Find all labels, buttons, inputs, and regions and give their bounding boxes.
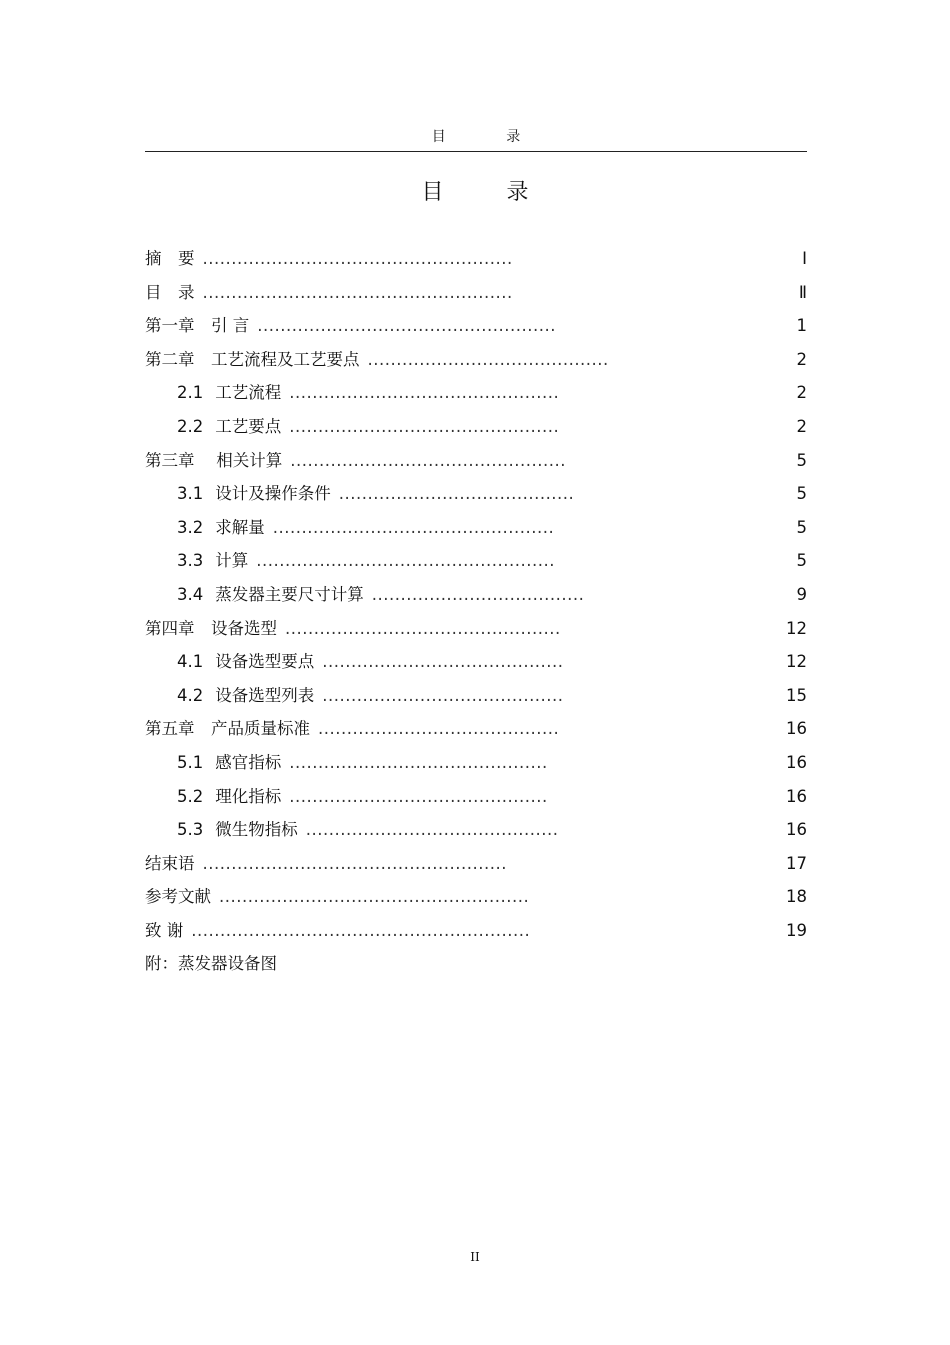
toc-entry-page: 16 [786, 752, 807, 772]
toc-dot-leader: ............................................... [289, 383, 560, 403]
toc-entry[interactable] [145, 612, 807, 646]
toc-entry-label: 第二章 工艺流程及工艺要点 [145, 349, 360, 369]
toc-entry-page: 2 [796, 349, 807, 369]
toc-entry-page: Ⅰ [802, 249, 807, 268]
toc-entry[interactable] [145, 914, 807, 948]
toc-entry-page: 1 [796, 316, 807, 336]
toc-entry[interactable] [145, 746, 807, 780]
toc-entry-page: 17 [786, 853, 807, 873]
toc-entry-page: 19 [786, 920, 807, 940]
toc-entry[interactable] [145, 343, 807, 377]
toc-entry[interactable] [145, 813, 807, 847]
toc-entry-label: 第三章 相关计算 [145, 450, 283, 470]
toc-entry[interactable] [145, 444, 807, 478]
toc-dot-leader: ................................................. [272, 517, 555, 537]
toc-entry-label: 致 谢 [145, 920, 184, 940]
toc-entry[interactable] [145, 947, 807, 981]
toc-entry-label: 第五章 产品质量标准 [145, 719, 310, 739]
toc-dot-leader: .......................................... [322, 652, 564, 672]
toc-entry-number: 3.4 [177, 584, 204, 604]
page-title [0, 175, 950, 206]
toc-entry-label: 结束语 [145, 853, 195, 873]
toc-dot-leader: ...................................................... [219, 887, 530, 907]
toc-entry-label: 微生物指标 [215, 820, 298, 840]
toc-dot-leader: ............................................. [289, 786, 548, 806]
toc-entry[interactable] [145, 712, 807, 746]
toc-entry-label: 目 录 [145, 282, 195, 302]
toc-entry-number: 5.2 [177, 786, 204, 806]
toc-entry-page: 16 [786, 820, 807, 840]
running-header [145, 124, 807, 152]
toc-entry[interactable] [145, 410, 807, 444]
toc-entry[interactable] [145, 477, 807, 511]
toc-dot-leader: ............................................ [305, 820, 559, 840]
toc-entry[interactable] [145, 847, 807, 881]
toc-entry-number: 4.2 [177, 685, 204, 705]
toc-entry[interactable] [145, 242, 807, 276]
toc-dot-leader: .......................................... [367, 349, 609, 369]
toc-dot-leader: .......................................... [318, 719, 560, 739]
toc-dot-leader: .................................................... [256, 551, 555, 571]
toc-entry-page: 5 [796, 450, 807, 470]
toc-entry[interactable] [145, 511, 807, 545]
toc-entry-number: 2.1 [177, 383, 204, 403]
toc-entry-label: 设备选型列表 [215, 685, 315, 705]
toc-entry-number: 3.3 [177, 551, 204, 571]
toc-entry-number: 5.3 [177, 820, 204, 840]
toc-entry-label: 附：蒸发器设备图 [145, 954, 277, 974]
toc-entry-page: 15 [786, 685, 807, 705]
toc-entry-page: 5 [796, 551, 807, 571]
toc-dot-leader: ...................................................... [202, 282, 513, 302]
toc-entry-label: 工艺流程 [215, 383, 282, 403]
toc-entry-number: 4.1 [177, 652, 204, 672]
toc-dot-leader: .................................................... [257, 316, 556, 336]
toc-entry-label: 设备选型要点 [215, 652, 315, 672]
toc-entry-number: 2.2 [177, 416, 204, 436]
toc-entry[interactable] [145, 679, 807, 713]
toc-entry-page: 12 [786, 652, 807, 672]
toc-entry-label: 摘 要 [145, 249, 195, 268]
toc-entry[interactable] [145, 376, 807, 410]
toc-entry-label: 感官指标 [215, 752, 282, 772]
toc-dot-leader: ........................................................... [191, 920, 531, 940]
page-title-text: 目 录 [421, 180, 557, 205]
toc-dot-leader: ..................................... [371, 584, 585, 604]
running-header-text: 目 录 [431, 129, 549, 145]
toc-entry-label: 第一章 引 言 [145, 316, 250, 336]
toc-entry[interactable] [145, 276, 807, 310]
toc-entry-label: 参考文献 [145, 887, 211, 907]
toc-entry[interactable] [145, 578, 807, 612]
toc-entry[interactable] [145, 544, 807, 578]
toc-dot-leader: ............................................. [289, 752, 548, 772]
toc-entry-page: 2 [796, 383, 807, 403]
toc-entry-page: 5 [796, 517, 807, 537]
footer-page-number: II [470, 1250, 480, 1264]
toc-entry-label: 设计及操作条件 [215, 484, 331, 504]
toc-entry[interactable] [145, 645, 807, 679]
toc-entry-label: 求解量 [215, 517, 265, 537]
toc-entry-page: 16 [786, 719, 807, 739]
toc-entry-label: 工艺要点 [215, 416, 282, 436]
toc-entry[interactable] [145, 780, 807, 814]
toc-entry-number: 3.2 [177, 517, 204, 537]
toc-dot-leader: ..................................................... [202, 853, 507, 873]
toc-entry-page: 18 [786, 887, 807, 907]
toc-dot-leader: ...................................................... [202, 249, 513, 268]
toc-dot-leader: ................................................ [290, 450, 567, 470]
toc-entry-page: 2 [796, 416, 807, 436]
toc-entry[interactable] [145, 880, 807, 914]
toc-entry-label: 蒸发器主要尺寸计算 [215, 584, 364, 604]
toc-entry-page: 12 [786, 618, 807, 638]
toc-entry-page: 16 [786, 786, 807, 806]
toc-dot-leader: .......................................... [322, 685, 564, 705]
toc-entry[interactable] [145, 309, 807, 343]
toc-entry-label: 计算 [215, 551, 249, 571]
toc-entry-number: 5.1 [177, 752, 204, 772]
toc-entry-number: 3.1 [177, 484, 204, 504]
toc-entry-label: 第四章 设备选型 [145, 618, 277, 638]
toc-entry-page: 9 [796, 584, 807, 604]
toc-entry-label: 理化指标 [215, 786, 282, 806]
toc-entry-page: 5 [796, 484, 807, 504]
toc-dot-leader: ............................................... [289, 416, 560, 436]
toc-dot-leader: ......................................... [338, 484, 575, 504]
table-of-contents [145, 242, 807, 981]
toc-dot-leader: ................................................ [285, 618, 561, 638]
toc-entry-page: Ⅱ [798, 282, 807, 302]
